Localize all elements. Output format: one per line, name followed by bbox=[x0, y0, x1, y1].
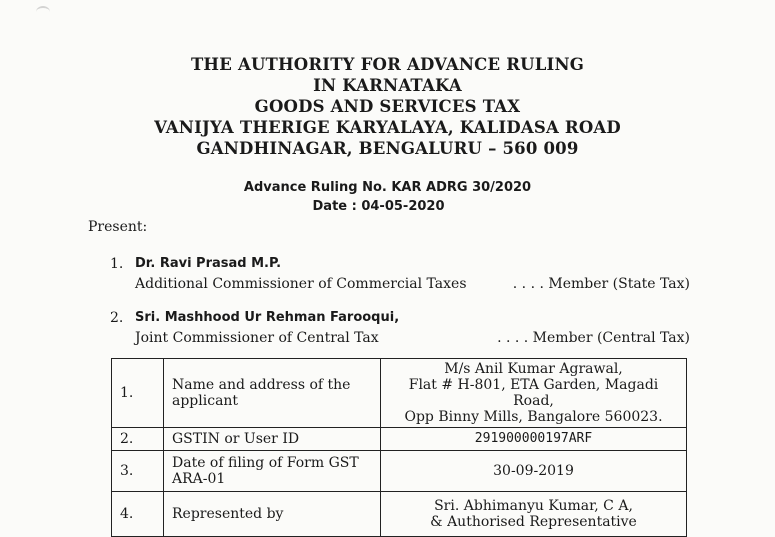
member-role: . . . . Member (Central Tax) bbox=[497, 330, 690, 346]
applicant-details-table bbox=[111, 358, 687, 537]
table-row bbox=[112, 359, 687, 428]
table-row bbox=[112, 428, 687, 451]
row-label: Represented by bbox=[164, 492, 381, 537]
row-number: 1. bbox=[112, 359, 164, 428]
row-value bbox=[381, 451, 687, 492]
value-line: Opp Binny Mills, Bangalore 560023. bbox=[404, 409, 663, 425]
value-line: Sri. Abhimanyu Kumar, C A, bbox=[434, 498, 633, 514]
value-line: M/s Anil Kumar Agrawal, bbox=[444, 361, 623, 377]
member-number: 2. bbox=[110, 310, 124, 326]
heading-line-4: VANIJYA THERIGE KARYALAYA, KALIDASA ROAD bbox=[154, 118, 621, 137]
value-line: Flat # H-801, ETA Garden, Magadi Road, bbox=[408, 377, 659, 409]
member-title: Additional Commissioner of Commercial Taxes bbox=[135, 276, 467, 292]
row-label: GSTIN or User ID bbox=[164, 428, 381, 451]
heading-line-2: IN KARNATAKA bbox=[313, 76, 462, 95]
ruling-info bbox=[0, 178, 775, 216]
member-role: . . . . Member (State Tax) bbox=[512, 276, 690, 292]
row-label: Name and address of the applicant bbox=[164, 359, 381, 428]
heading-line-3: GOODS AND SERVICES TAX bbox=[254, 97, 521, 116]
row-number: 4. bbox=[112, 492, 164, 537]
heading-line-5: GANDHINAGAR, BENGALURU – 560 009 bbox=[196, 139, 579, 158]
member-number: 1. bbox=[110, 256, 124, 272]
heading-line-1: THE AUTHORITY FOR ADVANCE RULING bbox=[190, 55, 585, 74]
table-row bbox=[112, 451, 687, 492]
table-row bbox=[112, 492, 687, 537]
authority-heading bbox=[0, 54, 775, 159]
row-number: 3. bbox=[112, 451, 164, 492]
ruling-date: Date : 04-05-2020 bbox=[312, 199, 445, 214]
member-list bbox=[110, 256, 690, 358]
row-label: Date of filing of Form GST ARA-01 bbox=[164, 451, 381, 492]
scan-mark bbox=[36, 6, 50, 18]
row-value bbox=[381, 428, 687, 451]
value-line: 30-09-2019 bbox=[493, 463, 574, 479]
row-number: 2. bbox=[112, 428, 164, 451]
value-line: 291900000197ARF bbox=[474, 431, 593, 446]
value-line: & Authorised Representative bbox=[430, 514, 637, 530]
member-title: Joint Commissioner of Central Tax bbox=[135, 330, 379, 346]
member-item bbox=[110, 256, 690, 304]
member-name: Dr. Ravi Prasad M.P. bbox=[135, 256, 282, 271]
row-value bbox=[381, 492, 687, 537]
member-item bbox=[110, 310, 690, 358]
row-value bbox=[381, 359, 687, 428]
member-name: Sri. Mashhood Ur Rehman Farooqui, bbox=[135, 310, 400, 325]
ruling-number: Advance Ruling No. KAR ADRG 30/2020 bbox=[243, 180, 532, 195]
present-label: Present: bbox=[88, 219, 148, 235]
